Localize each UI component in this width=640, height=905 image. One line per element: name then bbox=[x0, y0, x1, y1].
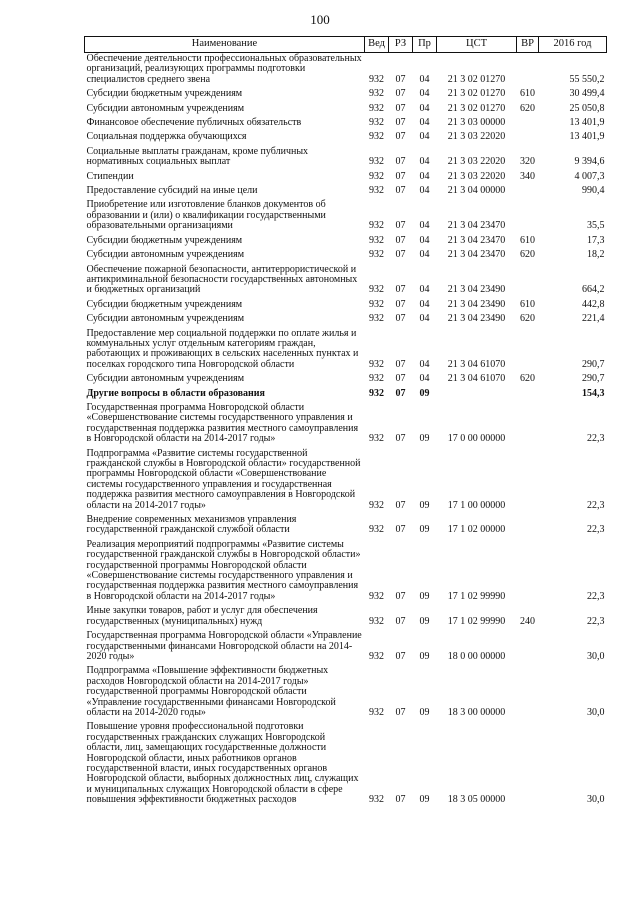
cell-rz: 07 bbox=[395, 102, 406, 114]
cell-name: Социальная поддержка обучающихся bbox=[86, 131, 247, 143]
table-row bbox=[85, 299, 607, 313]
page-number: 100 bbox=[310, 12, 330, 27]
cell-name: Приобретение или изготовление бланков документов об образовании и (или) о квалификации государственными образовательными организациями bbox=[86, 199, 326, 232]
table-row bbox=[85, 328, 607, 374]
cell-name: Внедрение современных механизмов управления государственной гражданской службой области bbox=[86, 514, 297, 536]
cell-ved: 932 bbox=[369, 794, 384, 806]
cell-rz: 07 bbox=[395, 117, 406, 129]
cell-amount: 442,8 bbox=[582, 298, 605, 310]
cell-pr: 04 bbox=[419, 88, 430, 100]
cell-cst: 21 3 04 23490 bbox=[447, 298, 506, 310]
budget-table bbox=[84, 36, 607, 809]
cell-pr: 09 bbox=[419, 590, 430, 602]
cell-pr: 04 bbox=[419, 131, 430, 143]
cell-pr: 09 bbox=[419, 433, 430, 445]
cell-ved: 932 bbox=[369, 185, 384, 197]
cell-pr: 04 bbox=[419, 156, 430, 168]
cell-ved: 932 bbox=[369, 249, 384, 261]
cell-pr: 09 bbox=[419, 794, 430, 806]
cell-ved: 932 bbox=[369, 358, 384, 370]
table-row bbox=[85, 514, 607, 539]
cell-cst: 21 3 04 23490 bbox=[447, 313, 506, 325]
table-row bbox=[85, 388, 607, 402]
cell-amount: 30,0 bbox=[587, 706, 605, 718]
cell-amount: 290,7 bbox=[582, 358, 605, 370]
table-row bbox=[85, 235, 607, 249]
cell-cst: 21 3 04 61070 bbox=[447, 358, 506, 370]
cell-vr: 620 bbox=[520, 102, 535, 114]
cell-amount: 18,2 bbox=[587, 249, 605, 261]
cell-pr: 04 bbox=[419, 249, 430, 261]
table-row bbox=[85, 171, 607, 185]
cell-amount: 55 550,2 bbox=[569, 73, 605, 85]
cell-amount: 30 499,4 bbox=[569, 88, 605, 100]
cell-rz: 07 bbox=[395, 156, 406, 168]
cell-amount: 22,3 bbox=[587, 590, 605, 602]
cell-cst: 17 1 00 00000 bbox=[447, 499, 506, 511]
cell-name: Субсидии автономным учреждениям bbox=[86, 102, 245, 114]
cell-vr: 610 bbox=[520, 88, 535, 100]
cell-cst: 18 3 05 00000 bbox=[447, 794, 506, 806]
header-ved: Вед bbox=[365, 37, 389, 53]
cell-vr: 340 bbox=[520, 170, 535, 182]
table-row bbox=[85, 199, 607, 234]
cell-pr: 09 bbox=[419, 706, 430, 718]
cell-ved: 932 bbox=[369, 298, 384, 310]
cell-cst: 21 3 02 01270 bbox=[447, 102, 506, 114]
cell-vr: 240 bbox=[520, 615, 535, 627]
cell-ved: 932 bbox=[369, 650, 384, 662]
table-row bbox=[85, 630, 607, 665]
cell-name: Повышение уровня профессиональной подготовки государственных гражданских служащих Новгородской области, лиц, замещающих государственные должности Новгородской области, иных работников органов государственной власти, иных государственных органов Новгородской области, выборных должностных лиц, служащих и муниципальных служащих Новгородской области в сфере повышения эффективности бюджетных расходов bbox=[86, 721, 359, 806]
cell-name: Государственная программа Новгородской области «Управление государственными финансами Новгородской области на 2014-2020 годы» bbox=[86, 630, 362, 662]
header-rz: РЗ bbox=[389, 37, 413, 53]
cell-pr: 04 bbox=[419, 234, 430, 246]
cell-cst: 21 3 03 22020 bbox=[447, 170, 506, 182]
cell-pr: 04 bbox=[419, 298, 430, 310]
cell-name: Субсидии бюджетным учреждениям bbox=[86, 88, 243, 100]
cell-rz: 07 bbox=[395, 499, 406, 511]
cell-ved: 932 bbox=[369, 117, 384, 129]
table-row bbox=[85, 131, 607, 145]
cell-ved: 932 bbox=[369, 615, 384, 627]
cell-pr: 04 bbox=[419, 73, 430, 85]
cell-amount: 664,2 bbox=[582, 284, 605, 296]
table-row bbox=[85, 539, 607, 605]
cell-amount: 22,3 bbox=[587, 433, 605, 445]
cell-vr: 610 bbox=[520, 234, 535, 246]
cell-vr: 620 bbox=[520, 373, 535, 385]
cell-pr: 09 bbox=[419, 524, 430, 536]
cell-cst: 17 1 02 00000 bbox=[447, 524, 506, 536]
cell-name: Подпрограмма «Повышение эффективности бюджетных расходов Новгородской области на 2014-2017 годы» государственной программы Новгородской области «Управление государственными финансами Новгородской области на 2014-2020 годы» bbox=[86, 665, 336, 718]
cell-ved: 932 bbox=[369, 373, 384, 385]
cell-pr: 09 bbox=[419, 650, 430, 662]
cell-cst: 17 1 02 99990 bbox=[447, 615, 506, 627]
cell-vr bbox=[517, 721, 539, 808]
cell-ved: 932 bbox=[369, 313, 384, 325]
cell-vr bbox=[517, 199, 539, 234]
cell-name: Субсидии бюджетным учреждениям bbox=[86, 234, 243, 246]
cell-amount: 221,4 bbox=[582, 313, 605, 325]
cell-cst: 21 3 04 23470 bbox=[447, 249, 506, 261]
cell-pr: 04 bbox=[419, 220, 430, 232]
cell-ved: 932 bbox=[369, 170, 384, 182]
cell-amount: 290,7 bbox=[582, 373, 605, 385]
table-row bbox=[85, 88, 607, 102]
cell-ved: 932 bbox=[369, 156, 384, 168]
cell-cst: 21 3 03 22020 bbox=[447, 131, 506, 143]
cell-name: Подпрограмма «Развитие системы государственной гражданской службы в Новгородской области» государственной программы Новгородской области «Совершенствование системы государственного управления и государственная поддержка развития местного самоуправления в Новгородской области на 2014-2017 годы» bbox=[86, 447, 361, 511]
cell-rz: 07 bbox=[395, 298, 406, 310]
cell-pr: 04 bbox=[419, 185, 430, 197]
cell-cst: 21 3 04 61070 bbox=[447, 373, 506, 385]
cell-name: Предоставление мер социальной поддержки по оплате жилья и коммунальных услуг отдельным категориям граждан, работающих и проживающих в сельских населенных пунктах и поселках городского типа Новгородской области bbox=[86, 327, 359, 370]
cell-pr: 04 bbox=[419, 373, 430, 385]
cell-pr: 04 bbox=[419, 102, 430, 114]
cell-pr: 09 bbox=[419, 387, 430, 399]
cell-cst: 21 3 02 01270 bbox=[447, 88, 506, 100]
cell-amount: 30,0 bbox=[587, 794, 605, 806]
cell-rz: 07 bbox=[395, 590, 406, 602]
cell-amount: 22,3 bbox=[587, 499, 605, 511]
cell-name: Субсидии автономным учреждениям bbox=[86, 313, 245, 325]
cell-rz: 07 bbox=[395, 433, 406, 445]
cell-vr bbox=[517, 117, 539, 131]
table-row bbox=[85, 53, 607, 89]
cell-amount: 990,4 bbox=[582, 185, 605, 197]
cell-name: Обеспечение пожарной безопасности, антитеррористической и антикриминальной безопасности государственных автономных и бюджетных организаций bbox=[86, 263, 358, 296]
cell-cst: 21 3 04 23470 bbox=[447, 220, 506, 232]
cell-ved: 932 bbox=[369, 220, 384, 232]
cell-name: Другие вопросы в области образования bbox=[86, 387, 265, 399]
cell-name: Субсидии автономным учреждениям bbox=[86, 373, 245, 385]
cell-vr bbox=[517, 514, 539, 539]
cell-cst bbox=[437, 388, 517, 402]
cell-ved: 932 bbox=[369, 88, 384, 100]
cell-rz: 07 bbox=[395, 373, 406, 385]
cell-ved: 932 bbox=[369, 73, 384, 85]
table-row bbox=[85, 146, 607, 171]
header-cst: ЦСТ bbox=[437, 37, 517, 53]
cell-rz: 07 bbox=[395, 387, 406, 399]
header-pr: Пр bbox=[413, 37, 437, 53]
cell-amount: 22,3 bbox=[587, 615, 605, 627]
cell-cst: 18 3 00 00000 bbox=[447, 706, 506, 718]
cell-vr bbox=[517, 402, 539, 448]
cell-amount: 13 401,9 bbox=[569, 117, 605, 129]
cell-vr bbox=[517, 131, 539, 145]
cell-cst: 21 3 04 23470 bbox=[447, 234, 506, 246]
cell-rz: 07 bbox=[395, 313, 406, 325]
cell-name: Иные закупки товаров, работ и услуг для обеспечения государственных (муниципальных) нужд bbox=[86, 605, 318, 627]
cell-name: Государственная программа Новгородской области «Совершенствование системы государственного управления и государственная поддержка развития местного самоуправления в Новгородской области на 2014-2017 годы» bbox=[86, 401, 359, 445]
cell-vr: 620 bbox=[520, 313, 535, 325]
cell-rz: 07 bbox=[395, 234, 406, 246]
table-row bbox=[85, 402, 607, 448]
cell-vr bbox=[517, 388, 539, 402]
cell-name: Финансовое обеспечение публичных обязательств bbox=[86, 117, 302, 129]
cell-rz: 07 bbox=[395, 650, 406, 662]
table-row bbox=[85, 249, 607, 263]
cell-vr bbox=[517, 630, 539, 665]
table-row bbox=[85, 185, 607, 199]
cell-ved: 932 bbox=[369, 387, 384, 399]
cell-pr: 04 bbox=[419, 117, 430, 129]
cell-name: Реализация мероприятий подпрограммы «Развитие системы государственной гражданской службы в Новгородской области» государственной программы Новгородской области «Совершенствование системы государственного управления и государственная поддержка развития местного самоуправления в Новгородской области на 2014-2017 годы» bbox=[86, 538, 361, 602]
cell-rz: 07 bbox=[395, 170, 406, 182]
cell-vr: 320 bbox=[520, 156, 535, 168]
cell-vr bbox=[517, 264, 539, 299]
table-header bbox=[85, 37, 607, 53]
cell-rz: 07 bbox=[395, 794, 406, 806]
table-row bbox=[85, 605, 607, 630]
cell-rz: 07 bbox=[395, 88, 406, 100]
table-row bbox=[85, 665, 607, 721]
table-row bbox=[85, 313, 607, 327]
cell-ved: 932 bbox=[369, 131, 384, 143]
cell-name: Социальные выплаты гражданам, кроме публичных нормативных социальных выплат bbox=[86, 145, 309, 168]
cell-cst: 17 1 02 99990 bbox=[447, 590, 506, 602]
cell-vr bbox=[517, 185, 539, 199]
header-name: Наименование bbox=[85, 37, 365, 53]
table-row bbox=[85, 373, 607, 387]
header-amount: 2016 год bbox=[539, 37, 607, 53]
cell-amount: 25 050,8 bbox=[569, 102, 605, 114]
cell-rz: 07 bbox=[395, 358, 406, 370]
cell-ved: 932 bbox=[369, 284, 384, 296]
cell-amount: 35,5 bbox=[587, 220, 605, 232]
cell-pr: 04 bbox=[419, 170, 430, 182]
cell-ved: 932 bbox=[369, 499, 384, 511]
cell-ved: 932 bbox=[369, 234, 384, 246]
table-row bbox=[85, 103, 607, 117]
cell-vr: 620 bbox=[520, 249, 535, 261]
cell-name: Субсидии бюджетным учреждениям bbox=[86, 298, 243, 310]
cell-name: Стипендии bbox=[86, 170, 134, 182]
cell-amount: 154,3 bbox=[582, 387, 605, 399]
table-body bbox=[85, 53, 607, 809]
cell-rz: 07 bbox=[395, 131, 406, 143]
cell-cst: 21 3 04 00000 bbox=[447, 185, 506, 197]
cell-vr bbox=[517, 539, 539, 605]
cell-amount: 13 401,9 bbox=[569, 131, 605, 143]
cell-amount: 22,3 bbox=[587, 524, 605, 536]
cell-vr bbox=[517, 53, 539, 89]
cell-amount: 9 394,6 bbox=[574, 156, 605, 168]
cell-ved: 932 bbox=[369, 433, 384, 445]
cell-pr: 04 bbox=[419, 313, 430, 325]
cell-cst: 21 3 04 23490 bbox=[447, 284, 506, 296]
cell-name: Обеспечение деятельности профессиональных образовательных организаций, реализующих программы подготовки специалистов среднего звена bbox=[86, 53, 362, 85]
cell-name: Предоставление субсидий на иные цели bbox=[86, 185, 258, 197]
cell-pr: 04 bbox=[419, 358, 430, 370]
cell-pr: 09 bbox=[419, 615, 430, 627]
cell-amount: 30,0 bbox=[587, 650, 605, 662]
cell-rz: 07 bbox=[395, 249, 406, 261]
table-row bbox=[85, 264, 607, 299]
cell-pr: 09 bbox=[419, 499, 430, 511]
cell-cst: 17 0 00 00000 bbox=[447, 433, 506, 445]
cell-rz: 07 bbox=[395, 185, 406, 197]
cell-ved: 932 bbox=[369, 590, 384, 602]
cell-amount: 17,3 bbox=[587, 234, 605, 246]
cell-pr: 04 bbox=[419, 284, 430, 296]
cell-vr bbox=[517, 448, 539, 514]
cell-vr bbox=[517, 328, 539, 374]
table-row bbox=[85, 117, 607, 131]
table-row bbox=[85, 721, 607, 808]
cell-rz: 07 bbox=[395, 524, 406, 536]
cell-rz: 07 bbox=[395, 284, 406, 296]
cell-name: Субсидии автономным учреждениям bbox=[86, 249, 245, 261]
cell-cst: 18 0 00 00000 bbox=[447, 650, 506, 662]
cell-ved: 932 bbox=[369, 102, 384, 114]
cell-rz: 07 bbox=[395, 220, 406, 232]
cell-amount: 4 007,3 bbox=[574, 170, 605, 182]
header-vr: ВР bbox=[517, 37, 539, 53]
cell-rz: 07 bbox=[395, 73, 406, 85]
cell-vr bbox=[517, 665, 539, 721]
cell-ved: 932 bbox=[369, 524, 384, 536]
cell-rz: 07 bbox=[395, 615, 406, 627]
cell-cst: 21 3 03 00000 bbox=[447, 117, 506, 129]
table-row bbox=[85, 448, 607, 514]
cell-vr: 610 bbox=[520, 298, 535, 310]
cell-ved: 932 bbox=[369, 706, 384, 718]
cell-cst: 21 3 03 22020 bbox=[447, 156, 506, 168]
cell-rz: 07 bbox=[395, 706, 406, 718]
cell-cst: 21 3 02 01270 bbox=[447, 73, 506, 85]
